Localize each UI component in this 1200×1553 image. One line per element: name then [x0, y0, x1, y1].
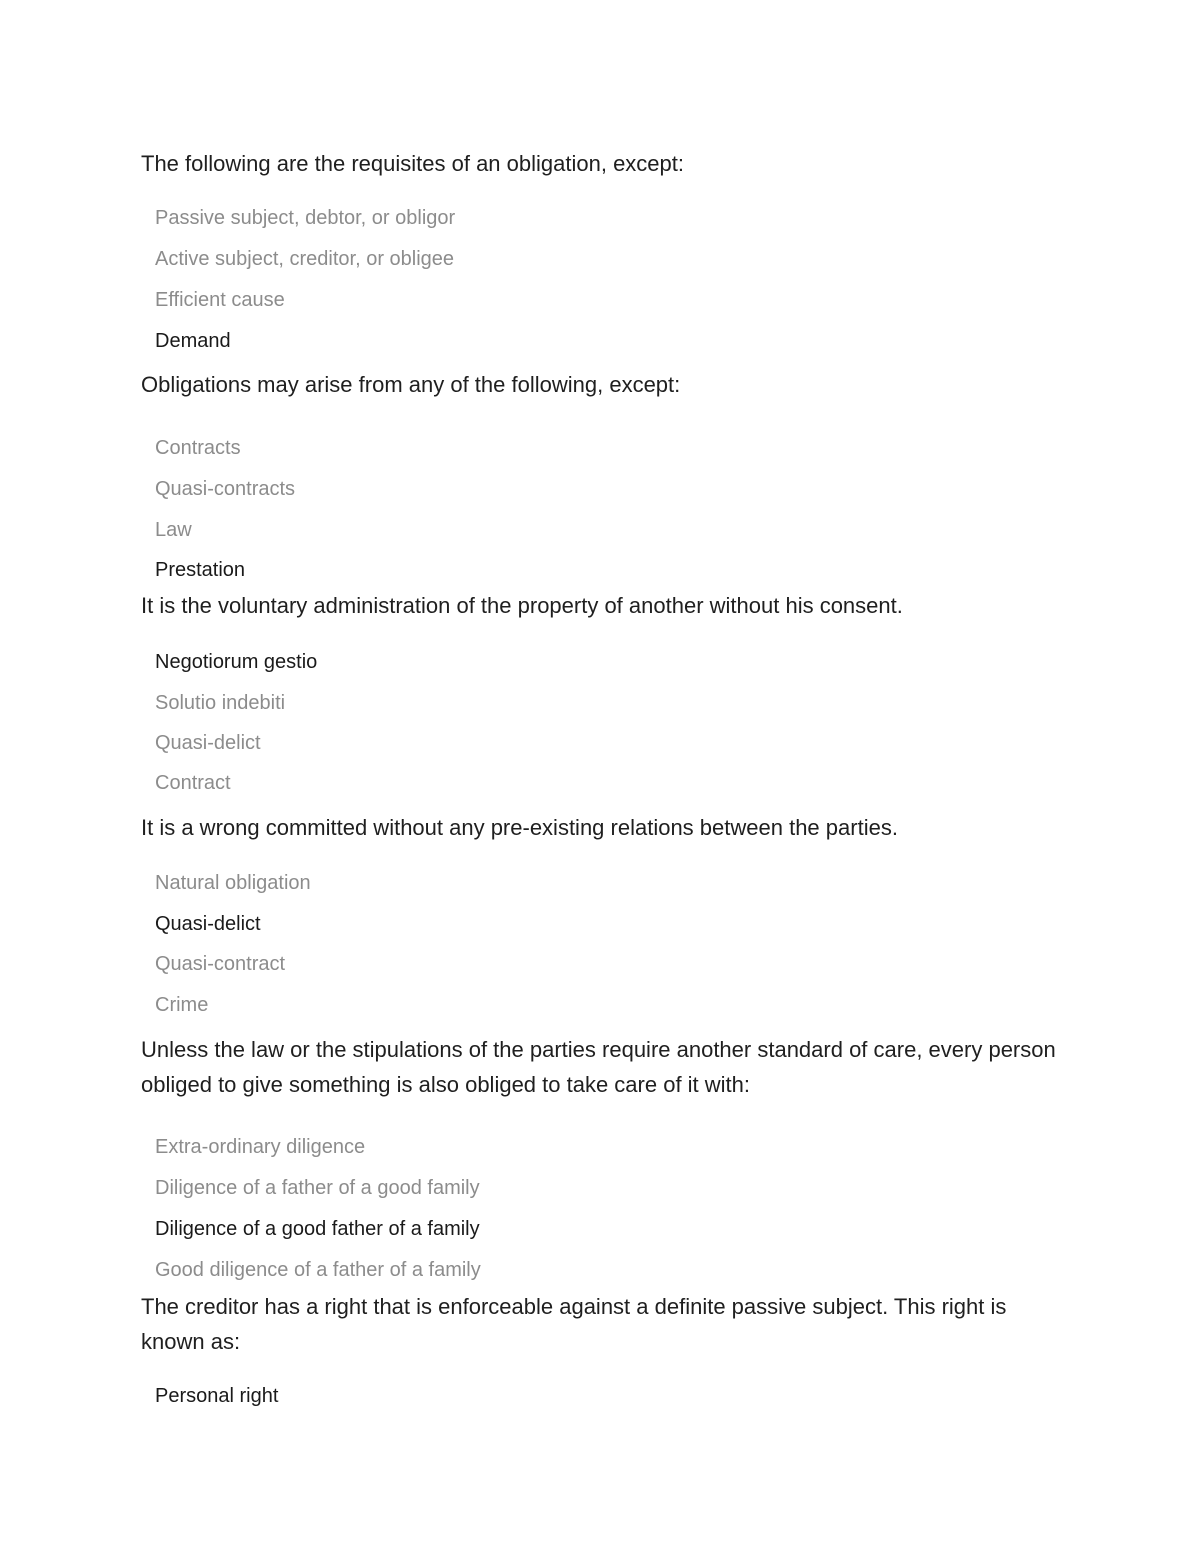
question-1-option-1: Passive subject, debtor, or obligor [155, 207, 456, 229]
question-5-option-2: Diligence of a father of a good family [155, 1177, 480, 1199]
question-2-option-2: Quasi-contracts [155, 478, 296, 500]
question-2-option-3: Law [155, 519, 192, 541]
question-4-option-2: Quasi-delict [155, 913, 261, 935]
question-2-text: Obligations may arise from any of the following, except: [141, 372, 681, 397]
question-5-option-3: Diligence of a good father of a family [155, 1218, 480, 1240]
question-5-option-4: Good diligence of a father of a family [155, 1259, 481, 1281]
question-2-option-1: Contracts [155, 437, 241, 459]
question-1-option-3: Efficient cause [155, 289, 285, 311]
question-6-text: The creditor has a right that is enforceable against a definite passive subject. This right is known as: [141, 1294, 1007, 1354]
question-3-option-1: Negotiorum gestio [155, 651, 318, 673]
question-3-text: It is the voluntary administration of the property of another without his consent. [141, 593, 903, 618]
question-4-option-1: Natural obligation [155, 872, 311, 894]
question-5-option-1: Extra-ordinary diligence [155, 1136, 366, 1158]
question-1-option-4: Demand [155, 330, 231, 352]
question-1-option-2: Active subject, creditor, or obligee [155, 248, 455, 270]
question-3-option-3: Quasi-delict [155, 732, 261, 754]
question-2-option-4: Prestation [155, 559, 246, 581]
question-4-option-4: Crime [155, 994, 209, 1016]
question-3-option-4: Contract [155, 772, 231, 794]
question-4-text: It is a wrong committed without any pre-existing relations between the parties. [141, 815, 898, 840]
question-6-option-1: Personal right [155, 1385, 279, 1407]
question-4-option-3: Quasi-contract [155, 953, 286, 975]
question-1-text: The following are the requisites of an obligation, except: [141, 151, 684, 176]
question-5-text: Unless the law or the stipulations of the parties require another standard of care, every person obliged to give something is also obliged to take care of it with: [141, 1037, 1056, 1097]
question-3-option-2: Solutio indebiti [155, 692, 286, 714]
